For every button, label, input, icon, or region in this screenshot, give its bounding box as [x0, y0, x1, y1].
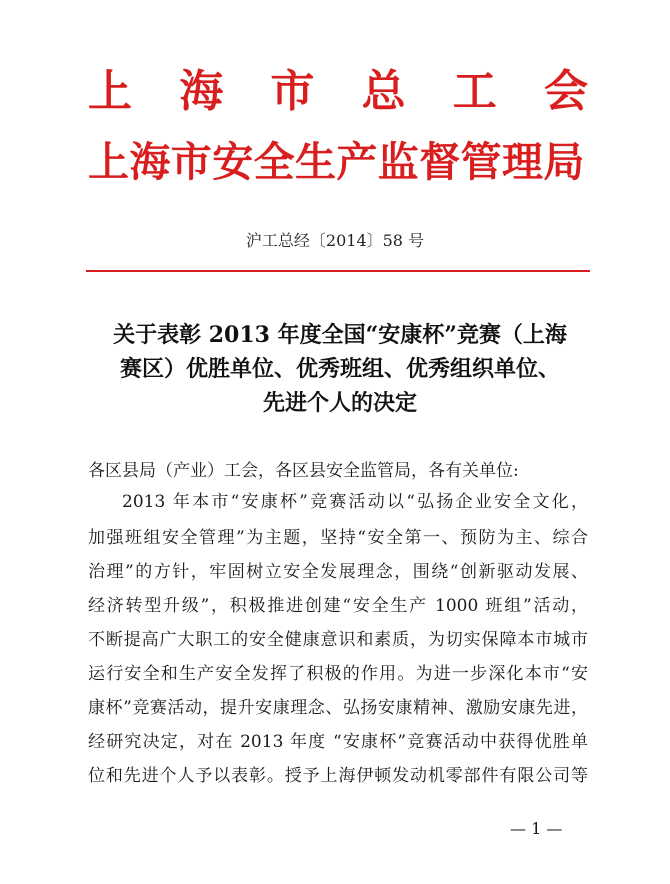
title-line-2: 赛区）优胜单位、优秀班组、优秀组织单位、 — [119, 356, 560, 382]
body-line-1: 2013 年本市“安康杯”竞赛活动以“弘扬企业安全文化， — [122, 492, 588, 512]
document-title — [80, 318, 600, 420]
org1-char-6: 会 — [543, 66, 588, 117]
document-number: 沪工总经〔2014〕58 号 — [245, 231, 425, 250]
title-line-3: 先进个人的决定 — [262, 390, 417, 416]
red-divider — [86, 270, 590, 272]
body-line-6: 运行安全和生产安全发挥了积极的作用。为进一步深化本市“安 — [88, 664, 588, 684]
salutation: 各区县局（产业）工会，各区县安全监管局，各有关单位: — [88, 461, 519, 481]
issuing-organization-1 — [88, 62, 588, 122]
org1-char-1: 上 — [88, 66, 132, 117]
page-number: — 1 — — [510, 819, 563, 838]
org1-char-3: 市 — [270, 66, 315, 117]
body-line-2: 加强班组安全管理”为主题，坚持“安全第一、预防为主、综合 — [88, 528, 588, 548]
body-line-7: 康杯”竞赛活动，提升安康理念、弘扬安康精神、激励安康先进， — [88, 698, 588, 718]
body-line-5: 不断提高广大职工的安全健康意识和素质，为切实保障本市城市 — [88, 630, 588, 650]
title-line-1: 关于表彰 2013 年度全国“安康杯”竞赛（上海 — [113, 322, 567, 348]
org1-char-4: 总 — [361, 66, 406, 117]
body-line-3: 治理”的方针，牢固树立安全发展理念，围绕“创新驱动发展、 — [88, 562, 588, 582]
org1-char-2: 海 — [179, 66, 224, 117]
body-line-8: 经研究决定，对在 2013 年度 “安康杯”竞赛活动中获得优胜单 — [88, 732, 588, 752]
org1-char-5: 工 — [452, 66, 497, 117]
body-line-9: 位和先进个人予以表彰。授予上海伊顿发动机零部件有限公司等 — [88, 766, 588, 786]
issuing-organization-2: 上海市安全生产监督管理局 — [88, 138, 585, 186]
body-line-4: 经济转型升级”，积极推进创建“安全生产 1000 班组”活动， — [88, 596, 588, 616]
